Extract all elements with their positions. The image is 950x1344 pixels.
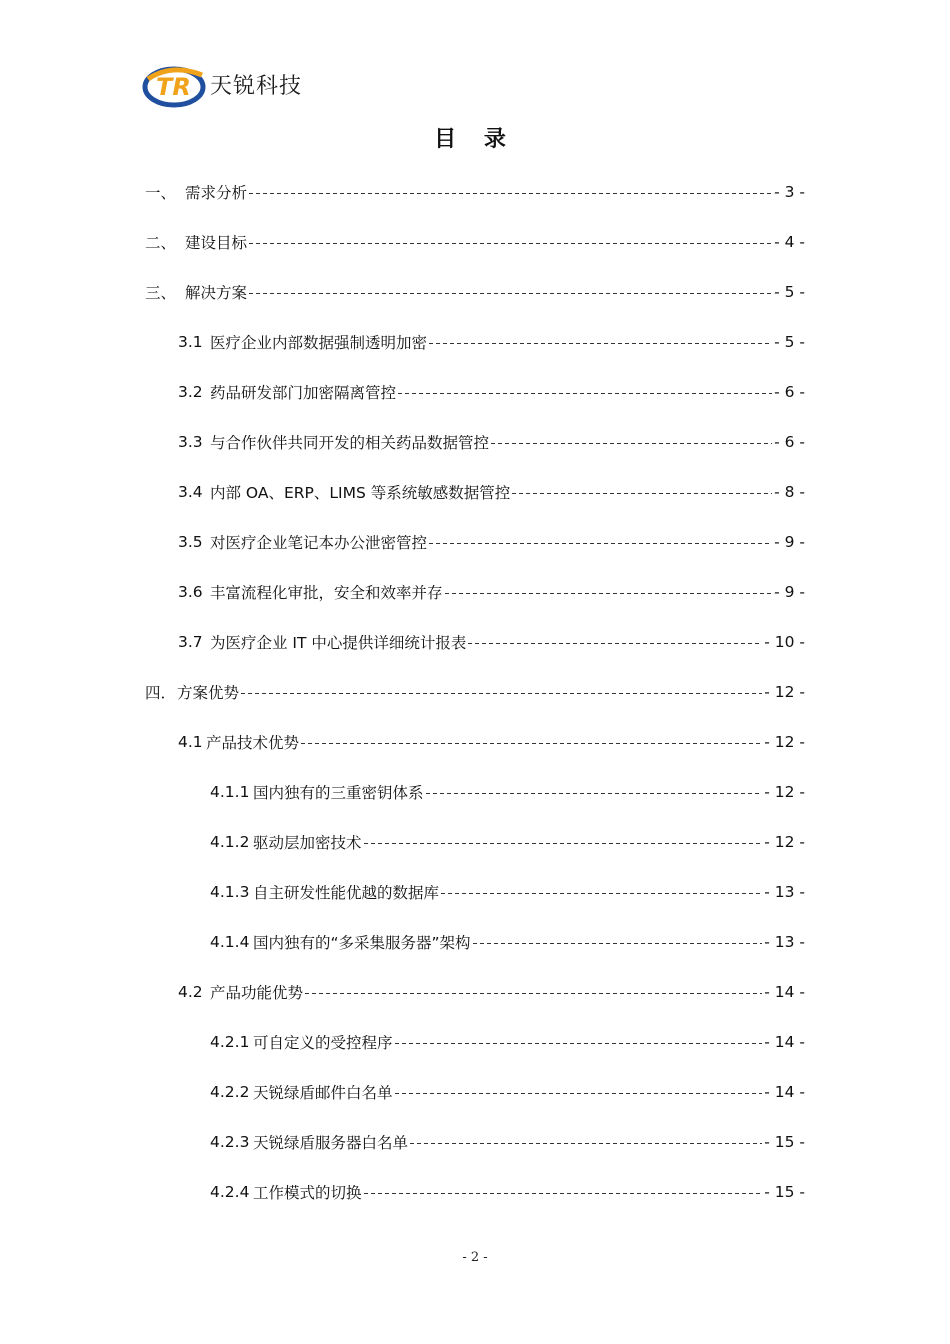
toc-entry-text: 天锐绿盾服务器白名单	[253, 1134, 409, 1152]
toc-entry-page: - 4 -	[774, 233, 805, 251]
toc-entry-text: 自主研发性能优越的数据库	[253, 884, 440, 902]
toc-entry-number: 4.1	[178, 733, 203, 751]
toc-entry-page: - 14 -	[764, 1083, 805, 1101]
toc-entry-text: 内部 OA、ERP、LIMS 等系统敏感数据管控	[210, 484, 511, 502]
toc-entry-text: 可自定义的受控程序	[253, 1034, 393, 1052]
toc-entry[interactable]	[210, 830, 805, 854]
toc-entry-page: - 15 -	[764, 1183, 805, 1201]
toc-entry[interactable]	[178, 730, 805, 754]
toc-leader	[395, 1093, 763, 1094]
toc-entry[interactable]	[178, 480, 805, 504]
toc-entry[interactable]	[178, 330, 805, 354]
toc-entry-page: - 12 -	[764, 833, 805, 851]
toc-entry-page: - 6 -	[774, 383, 805, 401]
toc-entry[interactable]	[178, 380, 805, 404]
toc-entry-number: 三、	[145, 284, 177, 302]
toc-title: 目 录	[434, 127, 516, 152]
toc-entry[interactable]	[210, 880, 805, 904]
toc-entry-text: 药品研发部门加密隔离管控	[210, 384, 397, 402]
toc-entry-number: 4.1.4	[210, 933, 250, 951]
toc-leader	[441, 893, 762, 894]
toc-entry-number: 二、	[145, 234, 177, 252]
toc-entry-page: - 13 -	[764, 933, 805, 951]
toc-entry-number: 3.5	[178, 533, 203, 551]
toc-entry-number: 4.2.1	[210, 1033, 250, 1051]
svg-text:TR: TR	[156, 73, 191, 101]
toc-entry[interactable]	[210, 1130, 805, 1154]
toc-leader	[249, 293, 772, 294]
toc-entry-text: 为医疗企业 IT 中心提供详细统计报表	[210, 634, 467, 652]
toc-leader	[305, 993, 762, 994]
toc-entry-page: - 13 -	[764, 883, 805, 901]
toc-entry[interactable]	[210, 1080, 805, 1104]
toc-entry-page: - 5 -	[774, 333, 805, 351]
toc-entry[interactable]	[145, 230, 805, 254]
toc-entry[interactable]	[210, 930, 805, 954]
toc-entry-text: 方案优势	[177, 684, 240, 702]
toc-entry-number: 3.4	[178, 483, 203, 501]
toc-entry-page: - 5 -	[774, 283, 805, 301]
toc-entry-text: 产品技术优势	[206, 734, 300, 752]
toc-entry[interactable]	[145, 180, 805, 204]
toc-leader	[426, 793, 763, 794]
toc-entry-text: 医疗企业内部数据强制透明加密	[210, 334, 428, 352]
toc-entry-text: 解决方案	[185, 284, 248, 302]
toc-leader	[429, 343, 772, 344]
toc-entry-text: 与合作伙伴共同开发的相关药品数据管控	[210, 434, 490, 452]
company-logo	[142, 59, 208, 109]
toc-entry-page: - 14 -	[764, 983, 805, 1001]
toc-entry[interactable]	[210, 780, 805, 804]
toc-entry-page: - 9 -	[774, 583, 805, 601]
toc-entry-page: - 14 -	[764, 1033, 805, 1051]
toc-entry[interactable]	[178, 630, 805, 654]
toc-entry-number: 一、	[145, 184, 177, 202]
toc-entry-text: 工作模式的切换	[253, 1184, 362, 1202]
toc-leader	[249, 243, 772, 244]
toc-leader	[445, 593, 773, 594]
header	[142, 56, 302, 112]
toc-leader	[241, 693, 762, 694]
toc-entry-number: 四．	[145, 684, 177, 702]
toc-leader	[364, 843, 763, 844]
toc-entry-text: 丰富流程化审批，安全和效率并存	[210, 584, 443, 602]
toc-entry-page: - 12 -	[764, 783, 805, 801]
toc-entry-page: - 6 -	[774, 433, 805, 451]
toc-leader	[491, 443, 772, 444]
toc-entry-number: 3.1	[178, 333, 203, 351]
toc-leader	[473, 943, 763, 944]
toc-entry-number: 4.2	[178, 983, 203, 1001]
toc-entry[interactable]	[210, 1180, 805, 1204]
toc-leader	[468, 643, 762, 644]
toc-entry-number: 3.2	[178, 383, 203, 401]
toc-entry-number: 3.3	[178, 433, 203, 451]
toc-entry-text: 国内独有的“多采集服务器”架构	[253, 934, 471, 952]
toc-leader	[249, 193, 772, 194]
toc-entry[interactable]	[210, 1030, 805, 1054]
toc-entry[interactable]	[178, 580, 805, 604]
toc-entry-text: 驱动层加密技术	[253, 834, 362, 852]
toc-leader	[512, 493, 772, 494]
toc-entry-page: - 3 -	[774, 183, 805, 201]
toc-entry-number: 4.1.3	[210, 883, 250, 901]
toc-entry-number: 4.1.1	[210, 783, 250, 801]
toc-leader	[301, 743, 762, 744]
company-name: 天锐科技	[210, 73, 303, 99]
toc-entry-text: 天锐绿盾邮件白名单	[253, 1084, 393, 1102]
toc-entry-page: - 10 -	[764, 633, 805, 651]
toc-entry-page: - 9 -	[774, 533, 805, 551]
toc-entry-page: - 12 -	[764, 733, 805, 751]
toc-leader	[429, 543, 772, 544]
toc-entry-number: 4.2.2	[210, 1083, 250, 1101]
toc-entry-number: 3.7	[178, 633, 203, 651]
toc-leader	[395, 1043, 763, 1044]
toc-entry-text: 建设目标	[185, 234, 248, 252]
toc-entry-number: 3.6	[178, 583, 203, 601]
toc-entry-page: - 12 -	[764, 683, 805, 701]
toc-leader	[398, 393, 772, 394]
toc-entry-text: 国内独有的三重密钥体系	[253, 784, 424, 802]
toc-entry-page: - 8 -	[774, 483, 805, 501]
toc-leader	[410, 1143, 762, 1144]
toc-entry-number: 4.1.2	[210, 833, 250, 851]
toc-entry[interactable]	[145, 280, 805, 304]
toc-entry[interactable]	[145, 680, 805, 704]
toc-entry-page: - 15 -	[764, 1133, 805, 1151]
toc-entry[interactable]	[178, 430, 805, 454]
toc-entry[interactable]	[178, 980, 805, 1004]
toc-entry[interactable]	[178, 530, 805, 554]
toc-entry-text: 对医疗企业笔记本办公泄密管控	[210, 534, 428, 552]
toc-entry-number: 4.2.4	[210, 1183, 250, 1201]
toc-leader	[364, 1193, 763, 1194]
toc-entry-text: 产品功能优势	[210, 984, 304, 1002]
toc-entry-text: 需求分析	[185, 184, 248, 202]
page-number: - 2 -	[462, 1250, 488, 1265]
toc-entry-number: 4.2.3	[210, 1133, 250, 1151]
